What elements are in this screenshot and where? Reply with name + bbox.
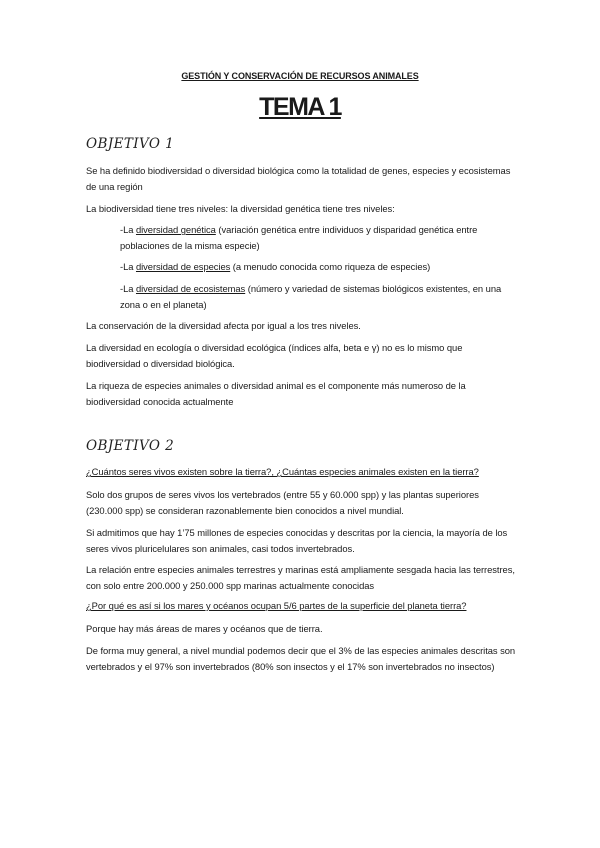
objetivo-2-heading: OBJETIVO 2 xyxy=(86,438,175,454)
objetivo-1-paragraph-4: La diversidad en ecología o diversidad ecológica (índices alfa, beta e γ) no es lo mismo que biodiversidad o diversidad biológica. xyxy=(86,342,463,369)
level-description: (variación genética entre individuos y disparidad genética entre poblaciones de la misma especie) xyxy=(120,224,478,251)
objetivo-1-paragraph-2: La biodiversidad tiene tres niveles: la diversidad genética tiene tres niveles: xyxy=(86,203,395,214)
document-header-title: GESTIÓN Y CONSERVACIÓN DE RECURSOS ANIMALES xyxy=(181,71,419,81)
objetivo-2-paragraph-4: Porque hay más áreas de mares y océanos que de tierra. xyxy=(86,623,323,634)
level-prefix: -La xyxy=(120,261,136,272)
objetivo-2-question-2: ¿Por qué es así si los mares y océanos ocupan 5/6 partes de la superficie del planeta tierra? xyxy=(86,600,467,611)
level-term: diversidad de especies xyxy=(135,261,231,272)
objetivo-1-paragraph-1: Se ha definido biodiversidad o diversidad biológica como la totalidad de genes, especies y ecosistemas de una región xyxy=(86,165,511,192)
level-description: (número y variedad de sistemas biológicos existentes, en una zona o en el planeta) xyxy=(120,283,502,310)
level-prefix: -La xyxy=(120,283,136,294)
objetivo-1-paragraph-5: La riqueza de especies animales o diversidad animal es el componente más numeroso de la biodiversidad conocida actualmente xyxy=(86,380,466,407)
objetivo-1-paragraph-3: La conservación de la diversidad afecta por igual a los tres niveles. xyxy=(86,320,361,331)
level-term: diversidad genética xyxy=(135,224,216,235)
objetivo-2-paragraph-3: La relación entre especies animales terrestres y marinas está ampliamente sesgada hacia las terrestres, con solo entre 200.000 y 250.000 spp marinas actualmente conocidas xyxy=(86,564,515,591)
objetivo-2-question-1: ¿Cuántos seres vivos existen sobre la tierra?, ¿Cuántas especies animales existen en la tierra? xyxy=(86,466,479,477)
objetivo-2-paragraph-5: De forma muy general, a nivel mundial podemos decir que el 3% de las especies animales descritas son vertebrados y el 97% son invertebrados (80% son insectos y el 17% son invertebrados no insectos) xyxy=(86,645,516,672)
level-prefix: -La xyxy=(120,224,136,235)
objetivo-1-heading: OBJETIVO 1 xyxy=(86,136,175,152)
level-term: diversidad de ecosistemas xyxy=(135,283,246,294)
level-item-genetic xyxy=(120,222,518,253)
objetivo-2-paragraph-2: Si admitimos que hay 1’75 millones de especies conocidas y descritas por la ciencia, la mayoría de los seres vivos pluricelulares son animales, casi todos invertebrados. xyxy=(86,527,508,554)
level-description: (a menudo conocida como riqueza de especies) xyxy=(230,261,431,272)
level-item-species xyxy=(120,259,518,275)
objetivo-2-paragraph-1: Solo dos grupos de seres vivos los vertebrados (entre 55 y 60.000 spp) y las plantas superiores (230.000 spp) se consideran razonablemente bien conocidos a nivel mundial. xyxy=(86,489,479,516)
level-item-ecosystems xyxy=(120,281,518,312)
tema-title: TEMA 1 xyxy=(259,93,341,121)
